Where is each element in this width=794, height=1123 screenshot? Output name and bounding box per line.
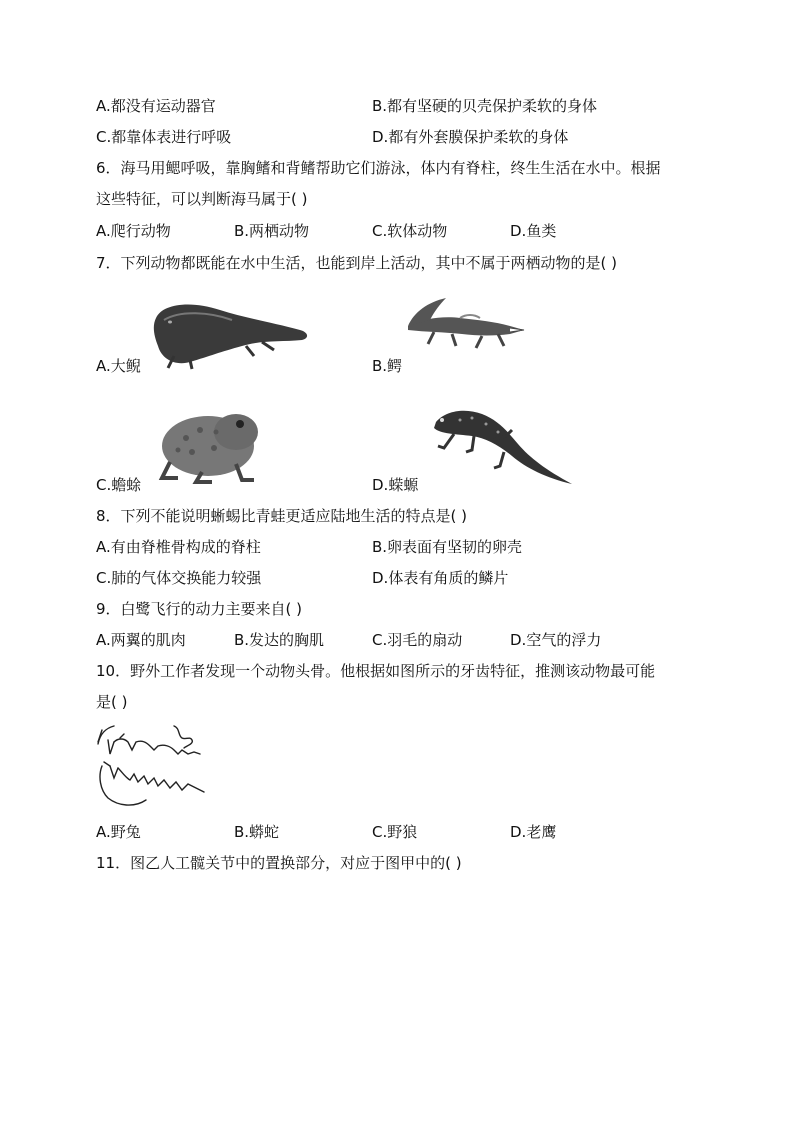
q10-option-b: B.蟒蛇 xyxy=(234,823,280,841)
q7-option-d: D.蝾螈 xyxy=(372,476,419,494)
q5-option-a: A.都没有运动器官 xyxy=(96,97,216,115)
crocodile-image xyxy=(404,292,526,356)
q10-option-a: A.野兔 xyxy=(96,823,141,841)
q8-option-c: C.肺的气体交换能力较强 xyxy=(96,569,262,587)
q10-option-c: C.野狼 xyxy=(372,823,418,841)
q7-stem: 7．下列动物都既能在水中生活，也能到岸上活动，其中不属于两栖动物的是( ) xyxy=(96,254,618,272)
q7-option-c: C.蟾蜍 xyxy=(96,476,142,494)
q6-option-a: A.爬行动物 xyxy=(96,222,171,240)
q10-stem-line2: 是( ) xyxy=(96,693,128,711)
q9-option-c: C.羽毛的扇动 xyxy=(372,631,463,649)
q6-option-b: B.两栖动物 xyxy=(234,222,310,240)
skull-teeth-drawing xyxy=(94,720,208,812)
q6-stem-line1: 6．海马用鳃呼吸，靠胸鳍和背鳍帮助它们游泳，体内有脊柱，终生生活在水中。根据 xyxy=(96,159,661,177)
q9-option-d: D.空气的浮力 xyxy=(510,631,602,649)
q8-option-d: D.体表有角质的鳞片 xyxy=(372,569,509,587)
toad-image xyxy=(156,402,264,484)
giant-salamander-image xyxy=(150,296,312,370)
q9-option-b: B.发达的胸肌 xyxy=(234,631,325,649)
q8-option-a: A.有由脊椎骨构成的脊柱 xyxy=(96,538,261,556)
q10-option-d: D.老鹰 xyxy=(510,823,557,841)
q9-stem: 9．白鹭飞行的动力主要来自( ) xyxy=(96,600,303,618)
newt-image xyxy=(426,392,576,488)
q10-stem-line1: 10．野外工作者发现一个动物头骨。他根据如图所示的牙齿特征，推测该动物最可能 xyxy=(96,662,656,680)
q7-option-b: B.鳄 xyxy=(372,357,403,375)
q9-option-a: A.两翼的肌肉 xyxy=(96,631,186,649)
q7-option-a: A.大鲵 xyxy=(96,357,141,375)
q6-option-c: C.软体动物 xyxy=(372,222,448,240)
q5-option-c: C.都靠体表进行呼吸 xyxy=(96,128,232,146)
q6-stem-line2: 这些特征，可以判断海马属于( ) xyxy=(96,190,308,208)
q5-option-b: B.都有坚硬的贝壳保护柔软的身体 xyxy=(372,97,598,115)
q5-option-d: D.都有外套膜保护柔软的身体 xyxy=(372,128,569,146)
q8-stem: 8．下列不能说明蜥蜴比青蛙更适应陆地生活的特点是( ) xyxy=(96,507,468,525)
q6-option-d: D.鱼类 xyxy=(510,222,557,240)
q8-option-b: B.卵表面有坚韧的卵壳 xyxy=(372,538,523,556)
q11-stem: 11．图乙人工髋关节中的置换部分，对应于图甲中的( ) xyxy=(96,854,462,872)
